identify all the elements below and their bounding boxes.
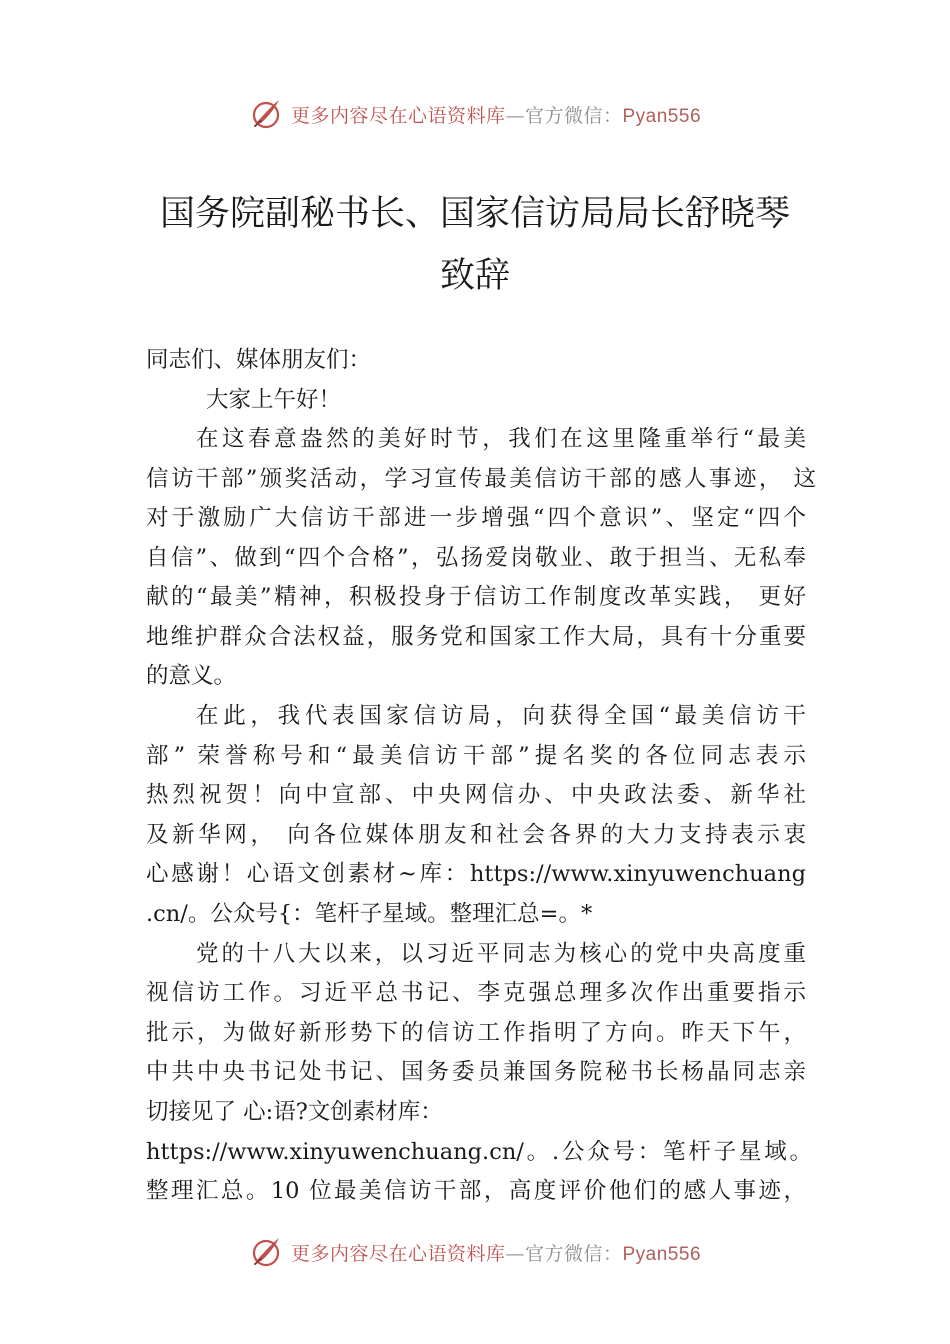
header-banner [0,94,950,134]
body-line: 中共中央书记处书记、国务委员兼国务院秘书长杨晶同志亲 [146,1059,806,1085]
document-title-line-2: 致辞 [439,256,510,296]
body-line: 在这春意盎然的美好时节，我们在这里隆重举行“最美 [196,426,806,452]
banner-wechat-id: Pyan556 [622,1243,702,1265]
body-line: .cn/。公众号{：笔杆子星域。整理汇总=。* [146,901,593,927]
banner-main-text: 更多内容尽在心语资料库 [290,104,506,127]
body-line: 整理汇总。10 位最美信访干部，高度评价他们的感人事迹， [146,1178,806,1204]
body-line: 批示，为做好新形势下的信访工作指明了方向。昨天下午， [146,1020,806,1046]
body-line: 切接见了 心:语?文创素材库： [146,1099,443,1125]
body-line: 视信访工作。习近平总书记、李克强总理多次作出重要指示 [146,980,806,1006]
banner-wechat-id: Pyan556 [622,105,702,127]
body-line: 大家上午好！ [206,387,342,413]
body-line: 同志们、媒体朋友们： [146,347,372,373]
banner-dash: — [505,1242,525,1265]
banner-text [291,101,701,128]
document-title-line-1: 国务院副秘书长、国家信访局局长舒晓琴 [159,194,790,234]
footer-banner [0,1232,950,1272]
body-line: 地维护群众合法权益，服务党和国家工作大局，具有十分重要 [146,624,806,650]
body-line: 及新华网， 向各位媒体朋友和社会各界的大力支持表示衷 [146,822,806,848]
quill-logo-icon [249,96,285,132]
quill-logo-icon [249,1234,285,1270]
banner-official-label: 官方微信： [524,104,623,127]
body-line: 自信”、做到“四个合格”，弘扬爱岗敬业、敢于担当、无私奉 [146,545,806,571]
body-line: 热烈祝贺！向中宣部、中央网信办、中央政法委、新华社 [146,782,806,808]
body-line: 部” 荣誉称号和“最美信访干部”提名奖的各位同志表示 [146,743,806,769]
body-line: 心感谢！心语文创素材~库：https://www.xinyuwenchuang [146,861,806,887]
body-line: 党的十八大以来，以习近平同志为核心的党中央高度重 [196,941,806,967]
banner-official-label: 官方微信： [524,1242,623,1265]
body-line: https://www.xinyuwenchuang.cn/。.公众号：笔杆子星域。 [146,1139,812,1165]
body-line: 信访干部”颁奖活动，学习宣传最美信访干部的感人事迹， 这 [146,466,816,492]
banner-dash: — [505,104,525,127]
body-line: 在此，我代表国家信访局，向获得全国“最美信访干 [196,703,806,729]
banner-main-text: 更多内容尽在心语资料库 [290,1242,506,1265]
body-line: 的意义。 [146,663,237,689]
banner-text [291,1239,701,1266]
body-line: 献的“最美”精神，积极投身于信访工作制度改革实践， 更好 [146,584,806,610]
body-line: 对于激励广大信访干部进一步增强“四个意识”、坚定“四个 [146,505,806,531]
